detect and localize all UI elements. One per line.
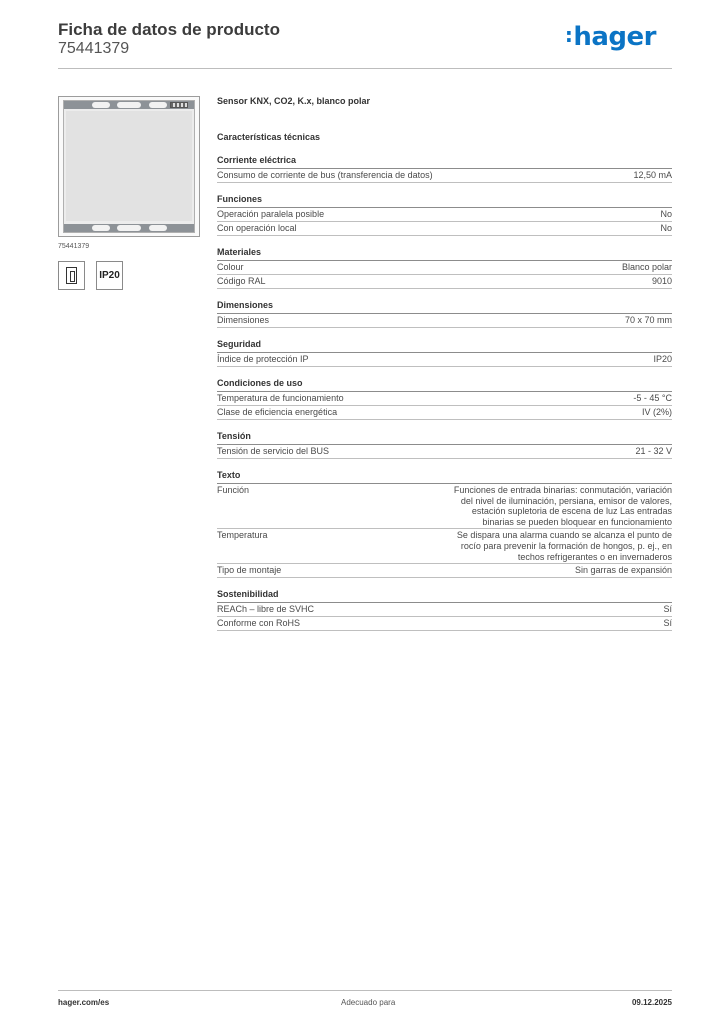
product-name: Sensor KNX, CO2, K.x, blanco polar <box>217 96 371 106</box>
page-header <box>58 20 672 68</box>
footer-date: 09.12.2025 <box>631 998 672 1007</box>
logo-dots-icon: : <box>564 23 573 47</box>
product-number: 75441379 <box>58 40 130 57</box>
spec-row <box>217 392 672 406</box>
spec-row <box>217 353 672 367</box>
spec-value: Se dispara una alarma cuando se alcanza el punto de rocío para prevenir la formación de hongos, p. ej., en techos refrigerantes o en invernaderos <box>456 530 672 562</box>
spec-group <box>217 588 672 631</box>
spec-row <box>217 617 672 631</box>
image-caption: 75441379 <box>58 243 90 250</box>
spec-row <box>217 445 672 459</box>
spec-value: IP20 <box>653 354 672 364</box>
spec-label: Índice de protección IP <box>217 354 309 364</box>
logo-text: hager <box>573 22 656 52</box>
header-divider <box>58 68 672 69</box>
spec-group <box>217 193 672 236</box>
group-title: Condiciones de uso <box>217 377 672 392</box>
spec-label: Con operación local <box>217 223 297 233</box>
spec-value: Funciones de entrada binarias: conmutación, variación del nivel de iluminación, persiana, emisor de valores, estación supletoria de escena de luz Las entradas binarias se pueden bloquear en funcionamiento <box>453 485 672 527</box>
spec-label: Temperatura de funcionamiento <box>217 393 344 403</box>
spec-label: Operación paralela posible <box>217 209 325 219</box>
spec-label: Clase de eficiencia energética <box>217 407 338 417</box>
spec-value: Sí <box>663 604 672 615</box>
plate-top-bar <box>64 101 194 109</box>
spec-label: Tipo de montaje <box>217 565 282 576</box>
din-rail-icon <box>58 261 85 290</box>
hager-logo[interactable] <box>565 22 656 52</box>
spec-group <box>217 469 672 578</box>
spec-label: REACh – libre de SVHC <box>217 604 315 615</box>
spec-row <box>217 222 672 236</box>
group-title: Seguridad <box>217 338 672 353</box>
spec-label: Dimensiones <box>217 315 270 325</box>
spec-value: IV (2%) <box>641 407 672 417</box>
spec-row <box>217 564 672 578</box>
spec-group <box>217 154 672 183</box>
specifications <box>217 94 672 631</box>
group-title: Funciones <box>217 193 672 208</box>
spec-group <box>217 377 672 420</box>
footer-center-text: Adecuado para <box>341 998 396 1007</box>
label-field-icon <box>170 102 188 108</box>
spec-row <box>217 603 672 617</box>
spec-value: No <box>660 223 672 233</box>
plate-face <box>66 111 192 221</box>
spec-group <box>217 430 672 459</box>
spec-row <box>217 484 672 529</box>
spec-label: Temperatura <box>217 530 268 541</box>
spec-label: Código RAL <box>217 276 266 286</box>
section-heading: Características técnicas <box>217 132 321 142</box>
document-title: Ficha de datos de producto <box>58 20 280 39</box>
spec-value: Blanco polar <box>621 262 672 272</box>
spec-value: No <box>660 209 672 219</box>
spec-row <box>217 406 672 420</box>
ip20-icon: IP20 <box>96 261 123 290</box>
group-title: Dimensiones <box>217 299 672 314</box>
spec-value: Sí <box>663 618 672 629</box>
group-title: Texto <box>217 469 672 484</box>
group-title: Corriente eléctrica <box>217 154 672 169</box>
footer-divider <box>58 990 672 991</box>
spec-group <box>217 338 672 367</box>
spec-value: 12,50 mA <box>633 170 672 180</box>
product-image <box>58 96 200 237</box>
spec-label: Conforme con RoHS <box>217 618 301 629</box>
spec-row <box>217 529 672 564</box>
spec-label: Tensión de servicio del BUS <box>217 446 330 456</box>
spec-value: 70 x 70 mm <box>624 315 672 325</box>
spec-value: 21 - 32 V <box>635 446 672 456</box>
sensor-plate <box>63 100 195 233</box>
spec-value: -5 - 45 °C <box>633 393 672 403</box>
group-title: Materiales <box>217 246 672 261</box>
spec-value: Sin garras de expansión <box>574 565 672 576</box>
website-link[interactable]: hager.com/es <box>58 998 110 1007</box>
spec-label: Consumo de corriente de bus (transferencia de datos) <box>217 170 433 180</box>
spec-value: 9010 <box>651 276 672 286</box>
group-title: Tensión <box>217 430 672 445</box>
spec-group <box>217 246 672 289</box>
spec-row <box>217 314 672 328</box>
group-title: Sostenibilidad <box>217 588 672 603</box>
spec-row <box>217 261 672 275</box>
spec-label: Función <box>217 485 250 495</box>
plate-bottom-bar <box>64 224 194 232</box>
spec-row <box>217 275 672 289</box>
spec-groups <box>217 154 672 631</box>
spec-group <box>217 299 672 328</box>
spec-label: Colour <box>217 262 244 272</box>
spec-row <box>217 208 672 222</box>
spec-row <box>217 169 672 183</box>
